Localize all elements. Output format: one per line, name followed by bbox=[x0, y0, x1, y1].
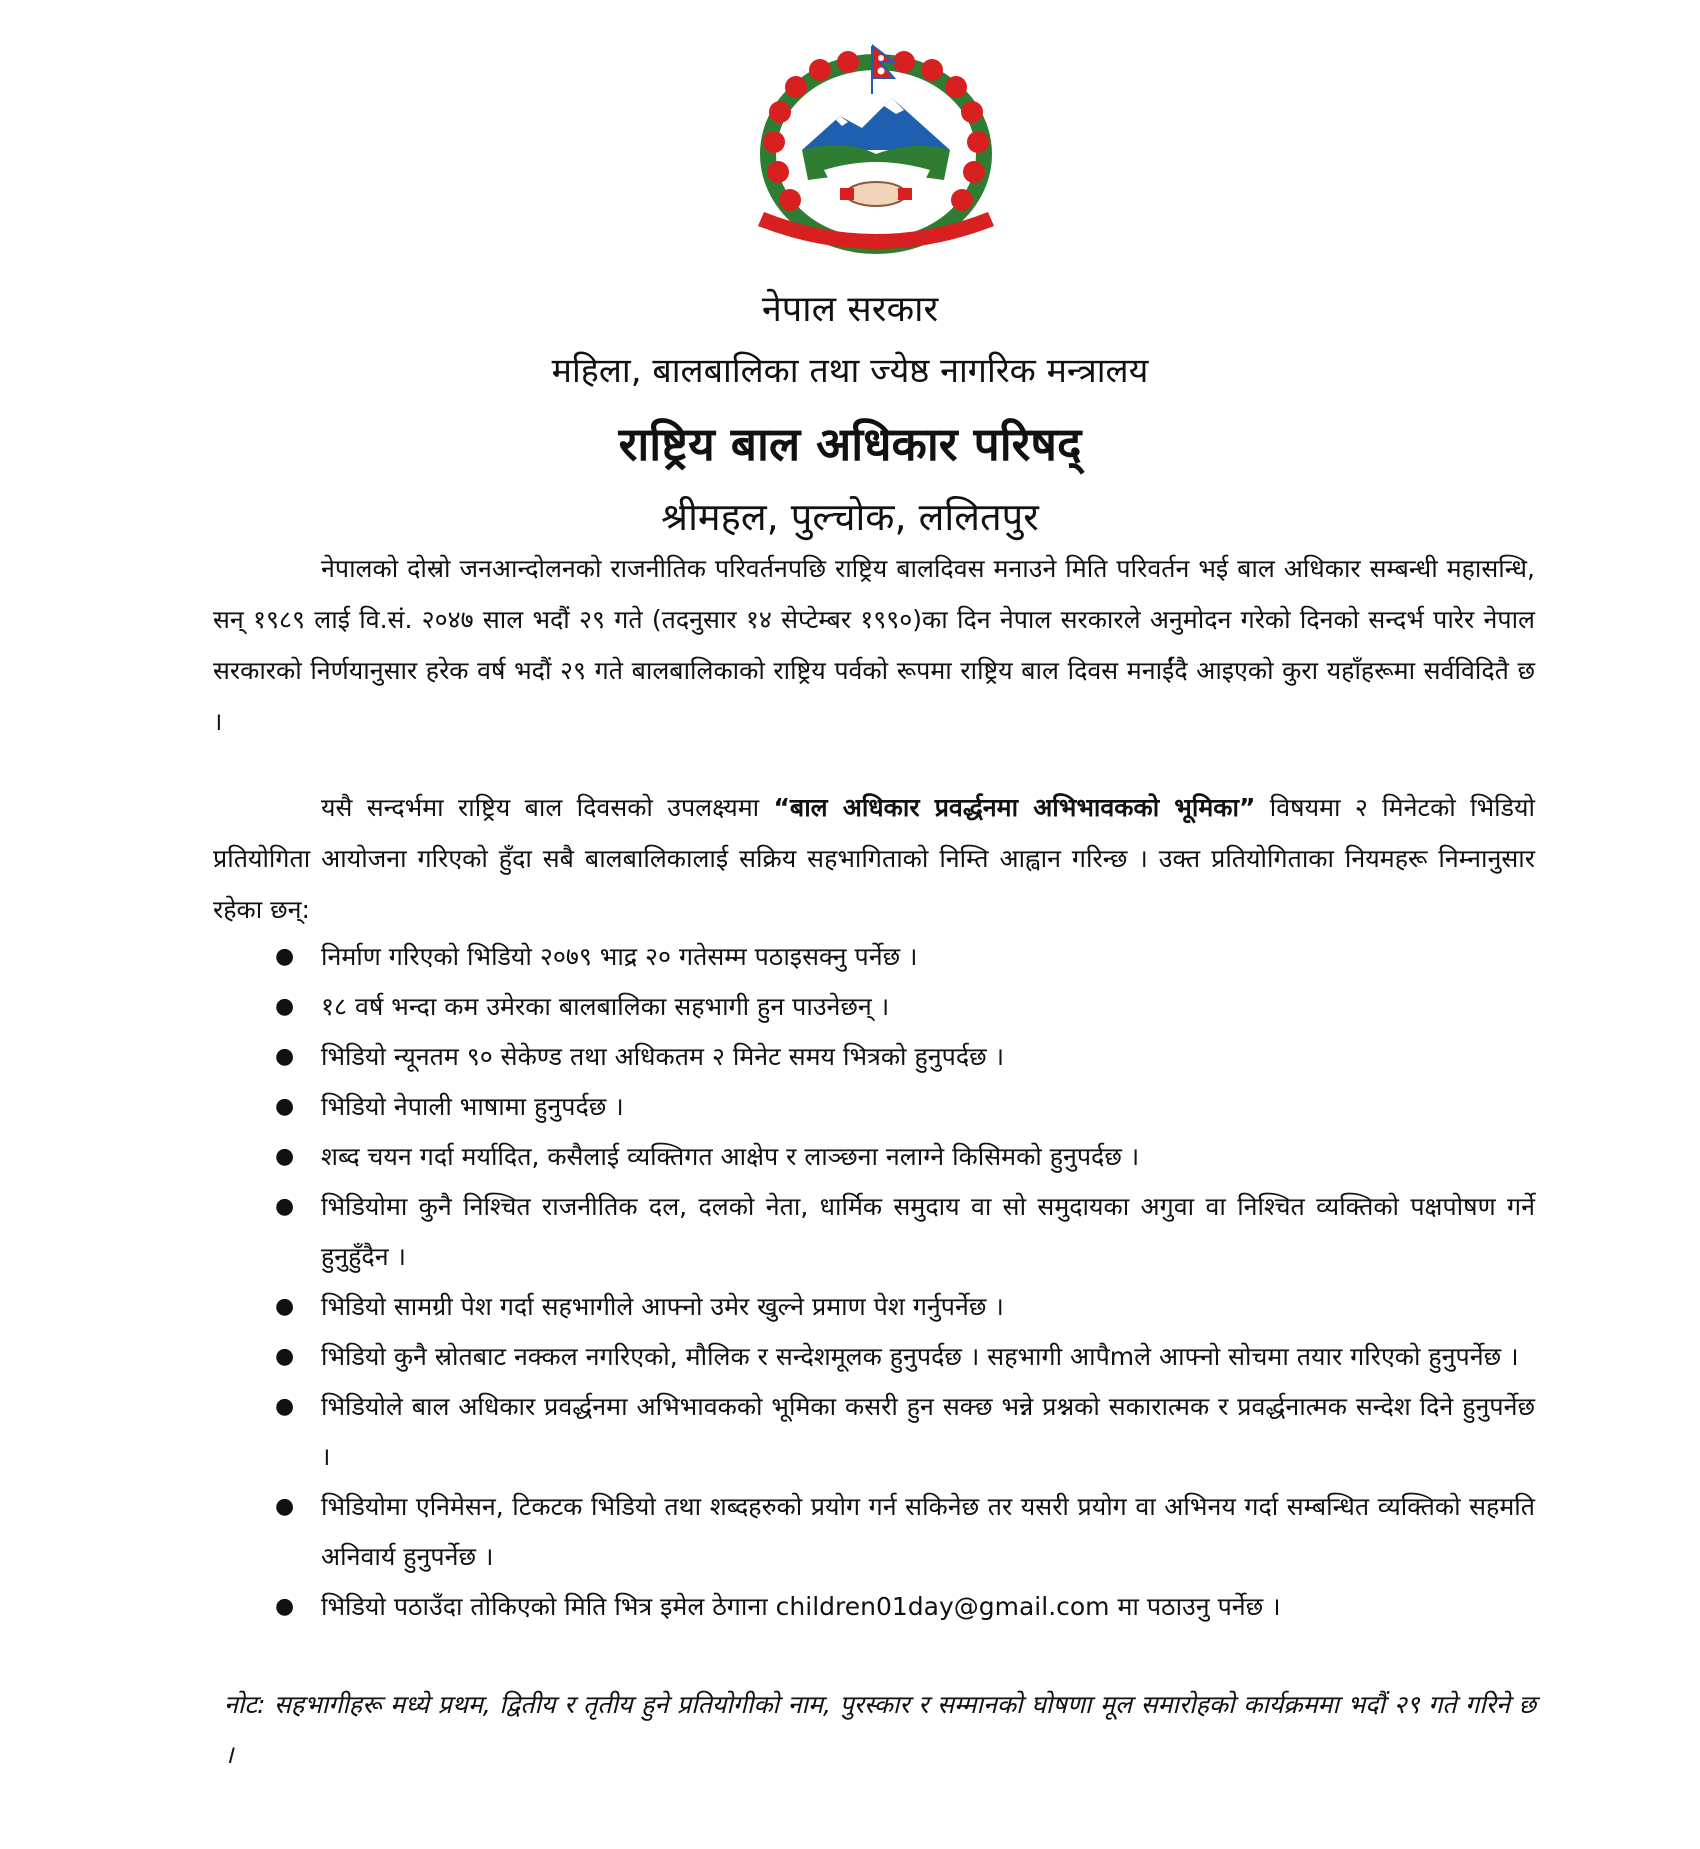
rule-item bbox=[213, 932, 1535, 982]
bullet-icon: ● bbox=[275, 1194, 295, 1219]
rule-item bbox=[213, 1582, 1535, 1632]
bullet-icon: ● bbox=[275, 1344, 295, 1369]
bullet-icon: ● bbox=[275, 944, 295, 969]
rule-item bbox=[213, 1032, 1535, 1082]
rule-text: भिडियो सामग्री पेश गर्दा सहभागीले आफ्नो उमेर खुल्ने प्रमाण पेश गर्नुपर्नेछ । bbox=[321, 1292, 1004, 1321]
rule-item bbox=[213, 1182, 1535, 1282]
rule-text: भिडियोले बाल अधिकार प्रवर्द्धनमा अभिभावकको भूमिका कसरी हुन सक्छ भन्ने प्रश्नको सकारात्मक र प्रवर्द्धनात्मक सन्देश दिने हुनुपर्नेछ । bbox=[321, 1392, 1535, 1471]
rule-text: भिडियो न्यूनतम ९० सेकेण्ड तथा अधिकतम २ मिनेट समय भित्रको हुनुपर्दछ । bbox=[321, 1042, 1005, 1071]
address-line: श्रीमहल, पुल्चोक, ललितपुर bbox=[661, 495, 1039, 539]
nepal-coat-of-arms-icon bbox=[744, 42, 1008, 260]
rules-list bbox=[213, 932, 1535, 1632]
council-title: राष्ट्रिय बाल अधिकार परिषद् bbox=[618, 417, 1082, 471]
rule-item bbox=[213, 1382, 1535, 1482]
bullet-icon: ● bbox=[275, 1594, 295, 1619]
rule-text: भिडियोमा कुनै निश्चित राजनीतिक दल, दलको नेता, धार्मिक समुदाय वा सो समुदायका अगुवा वा निश्चित व्यक्तिको पक्षपोषण गर्ने हुनुहुँदैन । bbox=[321, 1192, 1535, 1271]
bullet-icon: ● bbox=[275, 1144, 295, 1169]
hills-map-icon bbox=[802, 145, 950, 182]
bullet-icon: ● bbox=[275, 1294, 295, 1319]
announcement-text-start: यसै सन्दर्भमा राष्ट्रिय बाल दिवसको उपलक्ष्यमा bbox=[321, 793, 774, 822]
rule-text: भिडियो पठाउँदा तोकिएको मिति भित्र इमेल ठेगाना children01day@gmail.com मा पठाउनु पर्नेछ । bbox=[321, 1592, 1281, 1621]
bullet-icon: ● bbox=[275, 1044, 295, 1069]
rule-item bbox=[213, 1332, 1535, 1382]
announcement-text-end: विषयमा २ मिनेटको भिडियो प्रतियोगिता आयोजना गरिएको हुँदा सबै बालबालिकालाई सक्रिय सहभागिताको निम्ति आह्वान गरिन्छ । उक्त प्रतियोगिताका नियमहरू निम्नानुसार रहेका छन्: bbox=[213, 793, 1535, 924]
note-text: नोट: सहभागीहरू मध्ये प्रथम, द्वितीय र तृतीय हुने प्रतियोगीको नाम, पुरस्कार र सम्मानको घोषणा मूल समारोहको कार्यक्रममा भदौं २९ गते गरिने छ । bbox=[224, 1690, 1536, 1769]
rule-text: १८ वर्ष भन्दा कम उमेरका बालबालिका सहभागी हुन पाउनेछन् । bbox=[321, 992, 890, 1021]
mountain-icon bbox=[802, 98, 950, 150]
intro-paragraph: नेपालको दोस्रो जनआन्दोलनको राजनीतिक परिवर्तनपछि राष्ट्रिय बालदिवस मनाउने मिति परिवर्तन भई बाल अधिकार सम्बन्धी महासन्धि, सन् १९८९ लाई वि.सं. २०४७ साल भदौं २९ गते (तदनुसार १४ सेप्टेम्बर १९९०)का दिन नेपाल सरकारले अनुमोदन गरेको दिनको सन्दर्भ पारेर नेपाल सरकारको निर्णयानुसार हरेक वर्ष भदौं २९ गते बालबालिकाको राष्ट्रिय पर्वको रूपमा राष्ट्रिय बाल दिवस मनाईंदै आइएको कुरा यहाँहरूमा सर्वविदितै छ । bbox=[213, 554, 1535, 736]
rule-item bbox=[213, 982, 1535, 1032]
bullet-icon: ● bbox=[275, 1394, 295, 1419]
rule-item bbox=[213, 1132, 1535, 1182]
rule-item bbox=[213, 1482, 1535, 1582]
government-title: नेपाल सरकार bbox=[761, 289, 939, 330]
competition-topic: “बाल अधिकार प्रवर्द्धनमा अभिभावकको भूमिका” bbox=[773, 793, 1256, 822]
rule-text: शब्द चयन गर्दा मर्यादित, कसैलाई व्यक्तिगत आक्षेप र लाञ्छना नलाग्ने किसिमको हुनुपर्दछ । bbox=[321, 1142, 1140, 1171]
rule-text: भिडियोमा एनिमेसन, टिकटक भिडियो तथा शब्दहरुको प्रयोग गर्न सकिनेछ तर यसरी प्रयोग वा अभिनय गर्दा सम्बन्धित व्यक्तिको सहमति अनिवार्य हुनुपर्नेछ । bbox=[321, 1492, 1535, 1571]
announcement-paragraph bbox=[213, 782, 1535, 935]
rule-text: निर्माण गरिएको भिडियो २०७९ भाद्र २० गतेसम्म पठाइसक्नु पर्नेछ । bbox=[321, 942, 918, 971]
rule-item bbox=[213, 1082, 1535, 1132]
bullet-icon: ● bbox=[275, 1094, 295, 1119]
handshake-icon bbox=[840, 182, 912, 206]
bullet-icon: ● bbox=[275, 994, 295, 1019]
ministry-title: महिला, बालबालिका तथा ज्येष्ठ नागरिक मन्त्रालय bbox=[551, 351, 1149, 391]
bullet-icon: ● bbox=[275, 1494, 295, 1519]
rule-text: भिडियो नेपाली भाषामा हुनुपर्दछ । bbox=[321, 1092, 624, 1121]
rule-text: भिडियो कुनै स्रोतबाट नक्कल नगरिएको, मौलिक र सन्देशमूलक हुनुपर्दछ । सहभागी आपैmले आफ्नो सोचमा तयार गरिएको हुनुपर्नेछ । bbox=[321, 1342, 1519, 1371]
rule-item bbox=[213, 1282, 1535, 1332]
